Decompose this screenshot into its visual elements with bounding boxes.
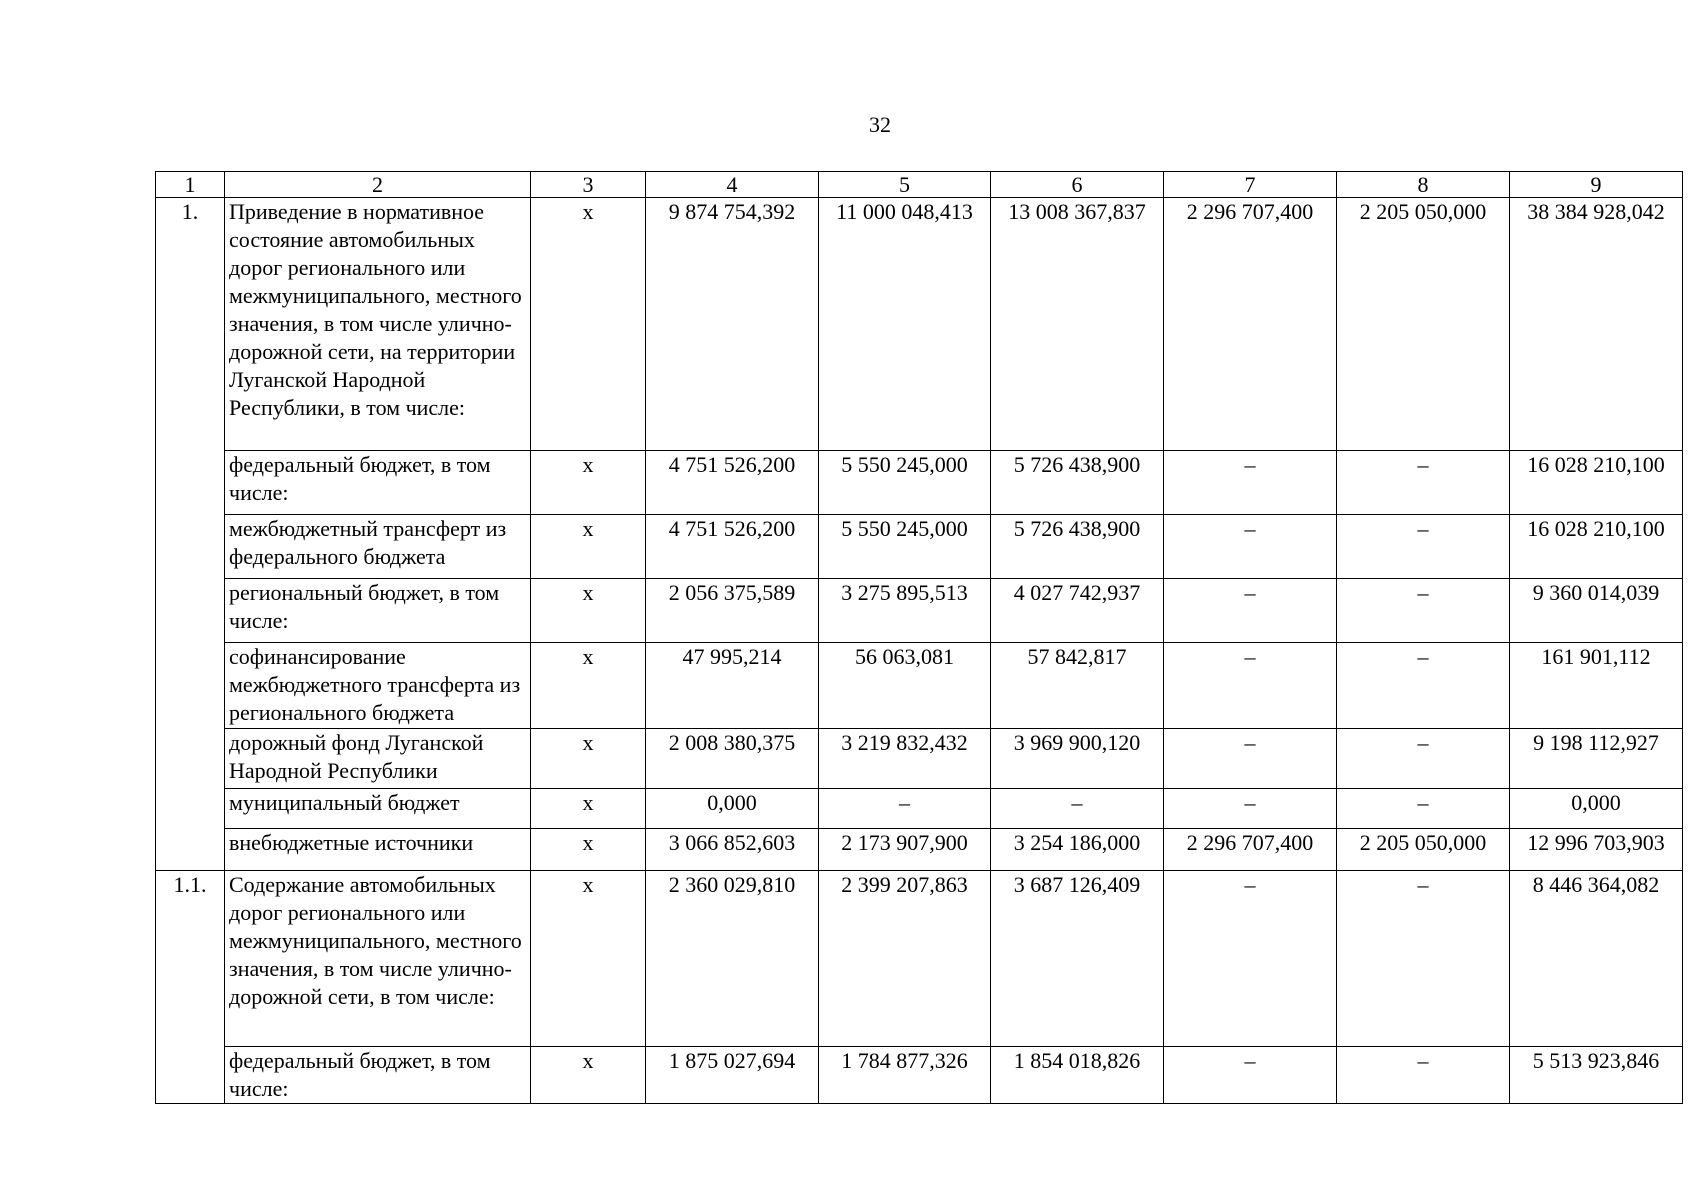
table-row (156, 451, 1683, 515)
row-label-cell: федеральный бюджет, в том числе: (225, 1047, 531, 1104)
value-cell-5: 2 399 207,863 (819, 871, 991, 1047)
header-cell: 7 (1164, 172, 1337, 198)
budget-table (155, 171, 1683, 1104)
row-label-cell: дорожный фонд Луганской Народной Республики (225, 729, 531, 789)
value-cell-5: 5 550 245,000 (819, 451, 991, 515)
value-cell-7: 2 296 707,400 (1164, 829, 1337, 871)
table-row (156, 789, 1683, 829)
value-cell-8: – (1337, 643, 1510, 729)
value-cell-4: 2 056 375,589 (646, 579, 819, 643)
value-cell-4: 9 874 754,392 (646, 198, 819, 451)
value-cell-7: – (1164, 789, 1337, 829)
value-cell-6: 5 726 438,900 (991, 451, 1164, 515)
value-cell-6: 3 687 126,409 (991, 871, 1164, 1047)
value-cell-8: 2 205 050,000 (1337, 829, 1510, 871)
table-row (156, 871, 1683, 1047)
value-cell-4: 47 995,214 (646, 643, 819, 729)
header-cell: 1 (156, 172, 225, 198)
table-row (156, 515, 1683, 579)
value-cell-5: 5 550 245,000 (819, 515, 991, 579)
marker-cell: х (531, 579, 646, 643)
value-cell-5: 3 219 832,432 (819, 729, 991, 789)
value-cell-4: 4 751 526,200 (646, 451, 819, 515)
row-label-cell: Содержание автомобильных дорог регионального или межмуниципального, местного значения, в том числе улично-дорожной сети, в том числе: (225, 871, 531, 1047)
value-cell-4: 4 751 526,200 (646, 515, 819, 579)
value-cell-7: – (1164, 451, 1337, 515)
row-label-cell: муниципальный бюджет (225, 789, 531, 829)
value-cell-9: 38 384 928,042 (1510, 198, 1683, 451)
header-cell: 4 (646, 172, 819, 198)
value-cell-6: – (991, 789, 1164, 829)
value-cell-4: 0,000 (646, 789, 819, 829)
value-cell-9: 161 901,112 (1510, 643, 1683, 729)
row-label-cell: федеральный бюджет, в том числе: (225, 451, 531, 515)
header-cell: 9 (1510, 172, 1683, 198)
value-cell-5: 3 275 895,513 (819, 579, 991, 643)
row-label-cell: Приведение в нормативное состояние автомобильных дорог регионального или межмуниципального, местного значения, в том числе улично-дорожной сети, на территории Луганской Народной Республики, в том числе: (225, 198, 531, 451)
row-label-cell: софинансирование межбюджетного трансферта из регионального бюджета (225, 643, 531, 729)
value-cell-7: – (1164, 1047, 1337, 1104)
row-label-cell: межбюджетный трансферт из федерального бюджета (225, 515, 531, 579)
marker-cell: х (531, 729, 646, 789)
value-cell-6: 57 842,817 (991, 643, 1164, 729)
value-cell-9: 9 360 014,039 (1510, 579, 1683, 643)
row-number-cell: 1.1. (156, 871, 225, 1104)
marker-cell: х (531, 829, 646, 871)
row-number-cell: 1. (156, 198, 225, 871)
header-cell: 2 (225, 172, 531, 198)
table-row (156, 198, 1683, 451)
value-cell-7: – (1164, 729, 1337, 789)
header-cell: 3 (531, 172, 646, 198)
value-cell-5: 2 173 907,900 (819, 829, 991, 871)
row-label-cell: региональный бюджет, в том числе: (225, 579, 531, 643)
marker-cell: х (531, 198, 646, 451)
marker-cell: х (531, 871, 646, 1047)
value-cell-8: – (1337, 729, 1510, 789)
value-cell-9: 8 446 364,082 (1510, 871, 1683, 1047)
value-cell-8: – (1337, 789, 1510, 829)
marker-cell: х (531, 643, 646, 729)
value-cell-8: – (1337, 1047, 1510, 1104)
value-cell-7: 2 296 707,400 (1164, 198, 1337, 451)
value-cell-6: 3 254 186,000 (991, 829, 1164, 871)
value-cell-9: 0,000 (1510, 789, 1683, 829)
table-row (156, 729, 1683, 789)
value-cell-4: 3 066 852,603 (646, 829, 819, 871)
value-cell-6: 13 008 367,837 (991, 198, 1164, 451)
page-number: 32 (869, 112, 891, 137)
header-cell: 5 (819, 172, 991, 198)
value-cell-4: 2 008 380,375 (646, 729, 819, 789)
value-cell-8: – (1337, 451, 1510, 515)
value-cell-4: 1 875 027,694 (646, 1047, 819, 1104)
value-cell-6: 5 726 438,900 (991, 515, 1164, 579)
value-cell-7: – (1164, 515, 1337, 579)
value-cell-9: 12 996 703,903 (1510, 829, 1683, 871)
marker-cell: х (531, 515, 646, 579)
value-cell-5: 11 000 048,413 (819, 198, 991, 451)
value-cell-5: 1 784 877,326 (819, 1047, 991, 1104)
value-cell-6: 1 854 018,826 (991, 1047, 1164, 1104)
value-cell-8: – (1337, 515, 1510, 579)
table-row (156, 1047, 1683, 1104)
value-cell-6: 4 027 742,937 (991, 579, 1164, 643)
value-cell-7: – (1164, 871, 1337, 1047)
table-header-row (156, 172, 1683, 198)
marker-cell: х (531, 451, 646, 515)
value-cell-7: – (1164, 579, 1337, 643)
value-cell-8: – (1337, 579, 1510, 643)
value-cell-9: 16 028 210,100 (1510, 451, 1683, 515)
value-cell-6: 3 969 900,120 (991, 729, 1164, 789)
value-cell-9: 16 028 210,100 (1510, 515, 1683, 579)
marker-cell: х (531, 1047, 646, 1104)
value-cell-8: – (1337, 871, 1510, 1047)
value-cell-4: 2 360 029,810 (646, 871, 819, 1047)
header-cell: 8 (1337, 172, 1510, 198)
row-label-cell: внебюджетные источники (225, 829, 531, 871)
value-cell-8: 2 205 050,000 (1337, 198, 1510, 451)
value-cell-9: 5 513 923,846 (1510, 1047, 1683, 1104)
header-cell: 6 (991, 172, 1164, 198)
marker-cell: х (531, 789, 646, 829)
value-cell-9: 9 198 112,927 (1510, 729, 1683, 789)
value-cell-7: – (1164, 643, 1337, 729)
table-row (156, 579, 1683, 643)
table-row (156, 643, 1683, 729)
value-cell-5: 56 063,081 (819, 643, 991, 729)
value-cell-5: – (819, 789, 991, 829)
table-row (156, 829, 1683, 871)
